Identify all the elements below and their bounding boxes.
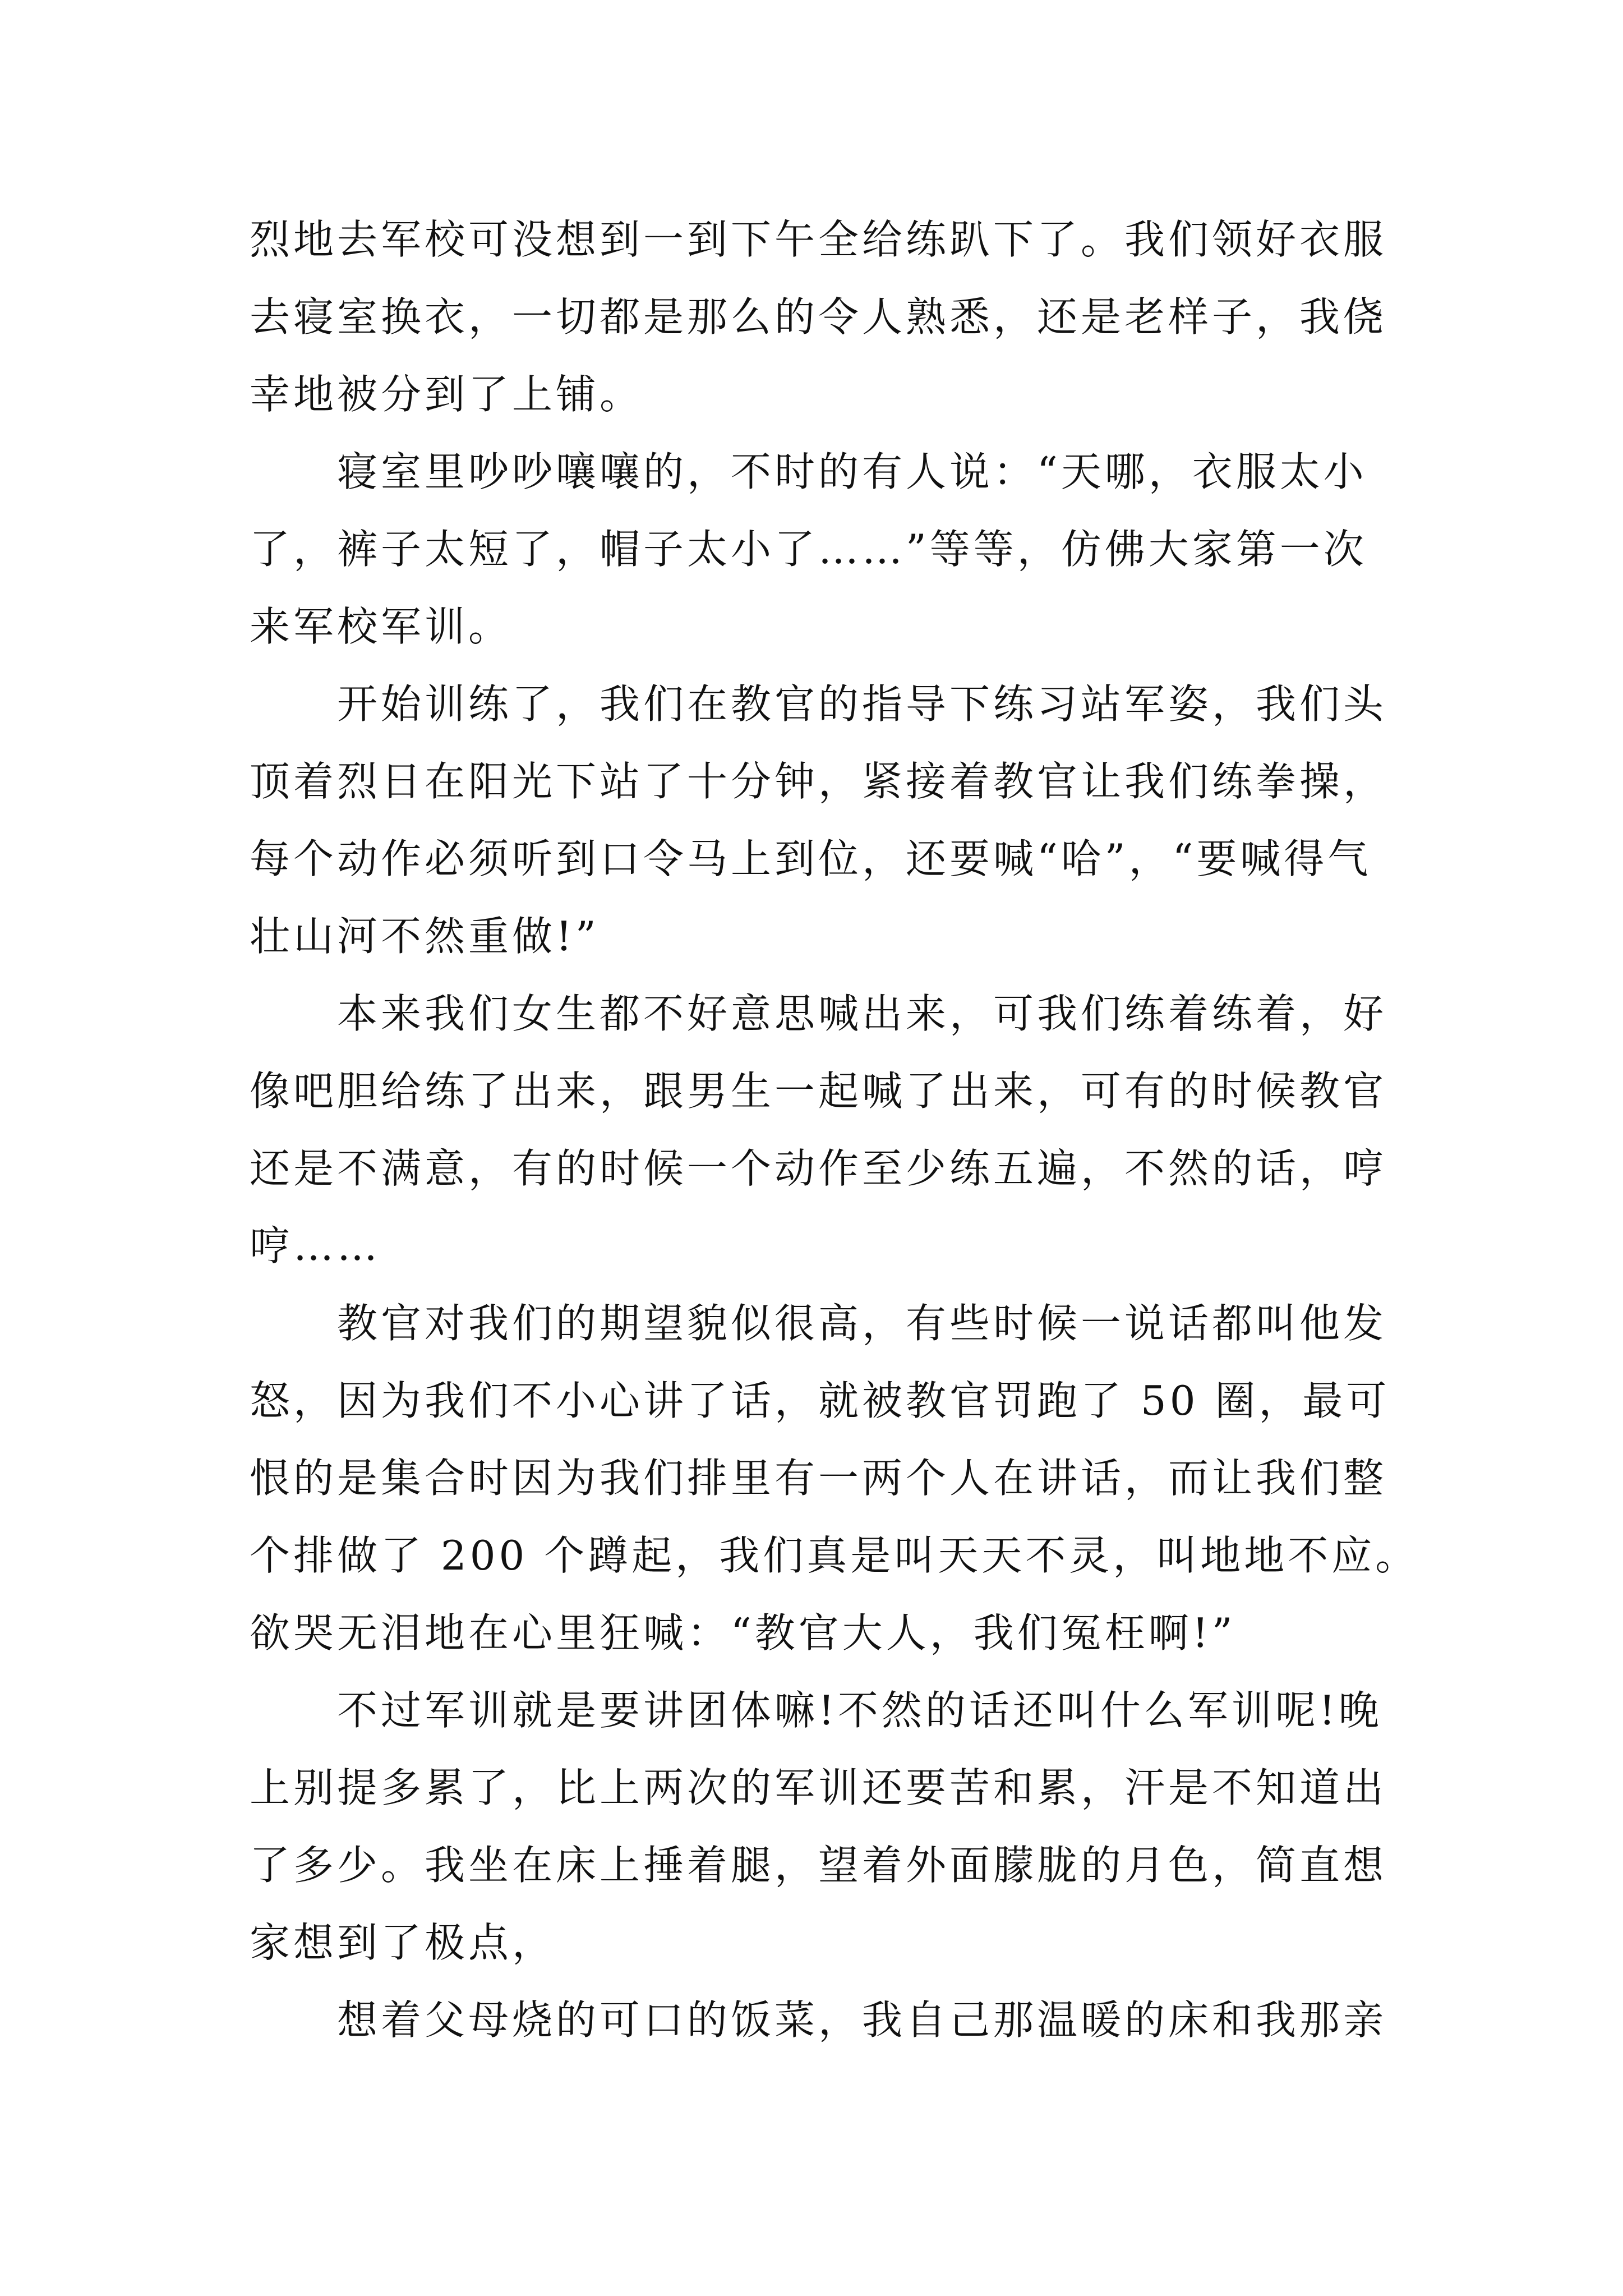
text-line: 怒，因为我们不小心讲了话，就被教官罚跑了 50 圈，最可	[250, 1377, 1390, 1424]
text-line: 寝室里吵吵嚷嚷的，不时的有人说：“天哪，衣服太小	[337, 448, 1367, 495]
text-line: 本来我们女生都不好意思喊出来，可我们练着练着，好	[337, 990, 1387, 1037]
text-line: 了，裤子太短了，帽子太小了……”等等，仿佛大家第一次	[250, 526, 1367, 573]
text-line: 上别提多累了，比上两次的军训还要苦和累，汗是不知道出	[250, 1764, 1387, 1811]
text-line: 壮山河不然重做!”	[250, 913, 600, 960]
text-line: 教官对我们的期望貌似很高，有些时候一说话都叫他发	[337, 1300, 1387, 1347]
text-line: 家想到了极点，	[250, 1919, 556, 1966]
text-line: 幸地被分到了上铺。	[250, 371, 644, 418]
text-line: 了多少。我坐在床上捶着腿，望着外面朦胧的月色，简直想	[250, 1842, 1387, 1889]
text-line: 来军校军训。	[250, 603, 513, 650]
text-line: 烈地去军校可没想到一到下午全给练趴下了。我们领好衣服	[250, 216, 1387, 263]
text-line: 不过军训就是要讲团体嘛!不然的话还叫什么军训呢!晚	[337, 1687, 1382, 1734]
text-line: 想着父母烧的可口的饭菜，我自己那温暖的床和我那亲	[337, 1996, 1387, 2044]
text-line: 个排做了 200 个蹲起，我们真是叫天天不灵，叫地地不应。	[250, 1532, 1419, 1579]
text-line: 恨的是集合时因为我们排里有一两个人在讲话，而让我们整	[250, 1455, 1387, 1502]
text-line: 开始训练了，我们在教官的指导下练习站军姿，我们头	[337, 680, 1387, 728]
text-line: 哼……	[250, 1222, 381, 1269]
text-line: 还是不满意，有的时候一个动作至少练五遍，不然的话，哼	[250, 1145, 1387, 1192]
text-line: 每个动作必须听到口令马上到位，还要喊“哈”，“要喊得气	[250, 835, 1372, 882]
body-text	[250, 201, 1419, 2059]
text-line: 去寝室换衣，一切都是那么的令人熟悉，还是老样子，我侥	[250, 293, 1387, 341]
text-line: 顶着烈日在阳光下站了十分钟，紧接着教官让我们练拳操，	[250, 758, 1387, 805]
text-line: 欲哭无泪地在心里狂喊：“教官大人，我们冤枉啊!”	[250, 1609, 1236, 1657]
text-line: 像吧胆给练了出来，跟男生一起喊了出来，可有的时候教官	[250, 1068, 1387, 1115]
